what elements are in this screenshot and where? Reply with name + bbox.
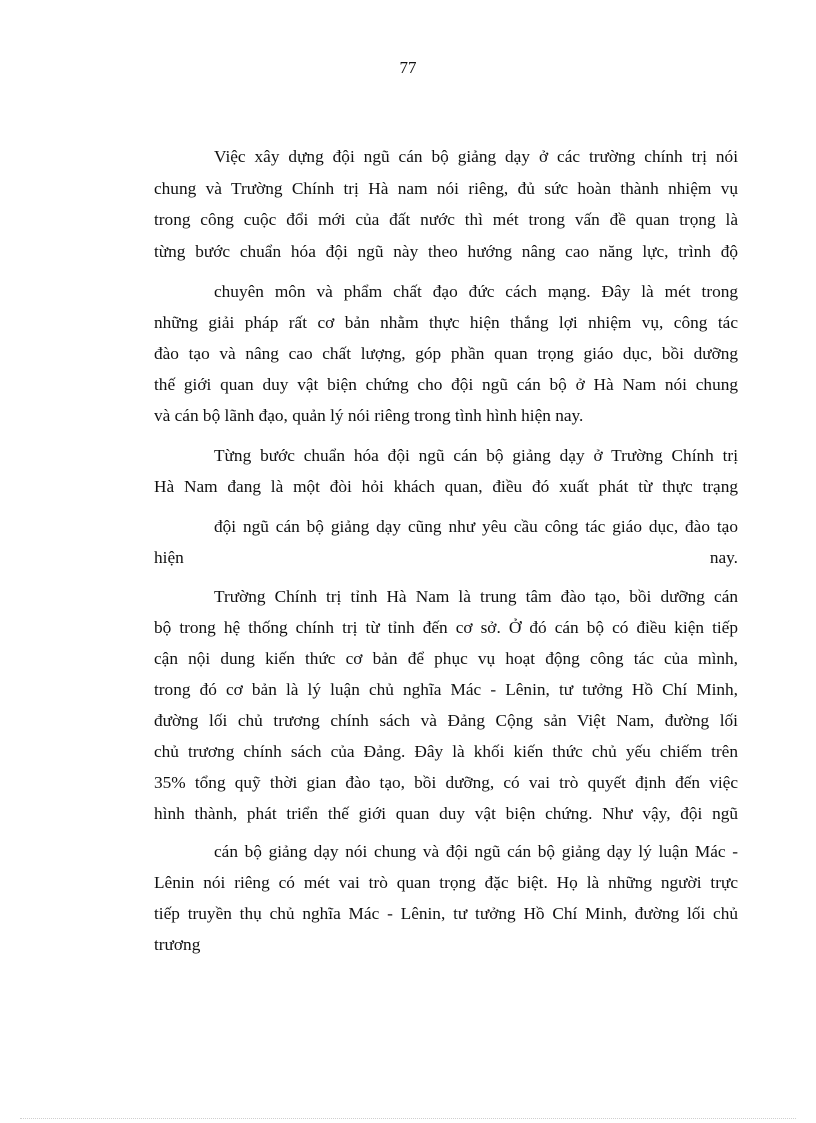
text-line: trong công cuộc đổi mới của đất nước thì mét trong vấn đề quan trọng là [154,210,738,229]
text-line: những giải pháp rất cơ bản nhằm thực hiện thắng lợi nhiệm vụ, công tác [154,313,738,332]
text-line: đội ngũ cán bộ giảng dạy cũng như yêu cầu công tác giáo dục, đào tạo [214,517,738,536]
text-line: bộ trong hệ thống chính trị từ tỉnh đến cơ sở. Ở đó cán bộ có điều kiện tiếp [154,618,738,637]
text-line: hiện nay. [154,548,738,567]
text-line: chủ trương chính sách của Đảng. Đây là khối kiến thức chủ yếu chiếm trên [154,742,738,761]
text-line: cán bộ giảng dạy nói chung và đội ngũ cán bộ giảng dạy lý luận Mác - [214,842,738,861]
text-line: đường lối chủ trương chính sách và Đảng Cộng sản Việt Nam, đường lối [154,711,738,730]
text-line: và cán bộ lãnh đạo, quản lý nói riêng trong tình hình hiện nay. [154,406,584,425]
text-line: từng bước chuẩn hóa đội ngũ này theo hướng nâng cao năng lực, trình độ [154,242,738,261]
text-line: chung và Trường Chính trị Hà nam nói riêng, đủ sức hoàn thành nhiệm vụ [154,179,738,198]
text-line: chuyên môn và phẩm chất đạo đức cách mạng. Đây là mét trong [214,282,738,301]
text-line: Trường Chính trị tỉnh Hà Nam là trung tâm đào tạo, bồi dưỡng cán [214,587,738,606]
text-line: Hà Nam đang là một đòi hỏi khách quan, điều đó xuất phát từ thực trạng [154,477,738,496]
page-bottom-rule [20,1118,796,1119]
text-line: cận nội dung kiến thức cơ bản để phục vụ hoạt động công tác của mình, [154,649,738,668]
text-line: Việc xây dựng đội ngũ cán bộ giảng dạy ở các trường chính trị nói [214,147,738,166]
text-line: Lênin nói riêng có mét vai trò quan trọng đặc biệt. Họ là những người trực [154,873,738,892]
text-line: thế giới quan duy vật biện chứng cho đội ngũ cán bộ ở Hà Nam nói chung [154,375,738,394]
text-line: 35% tổng quỹ thời gian đào tạo, bồi dưỡng, có vai trò quyết định đến việc [154,773,738,792]
text-line: tiếp truyền thụ chủ nghĩa Mác - Lênin, tư tưởng Hồ Chí Minh, đường lối chủ [154,904,738,923]
page-number: 77 [399,58,417,77]
text-line: trong đó cơ bản là lý luận chủ nghĩa Mác - Lênin, tư tưởng Hồ Chí Minh, [154,680,738,699]
text-line: trương [154,935,201,954]
text-line: đào tạo và nâng cao chất lượng, góp phần quan trọng giáo dục, bồi dưỡng [154,344,738,363]
text-line: Từng bước chuẩn hóa đội ngũ cán bộ giảng dạy ở Trường Chính trị [214,446,738,465]
text-line: hình thành, phát triển thế giới quan duy vật biện chứng. Như vậy, đội ngũ [154,804,738,823]
